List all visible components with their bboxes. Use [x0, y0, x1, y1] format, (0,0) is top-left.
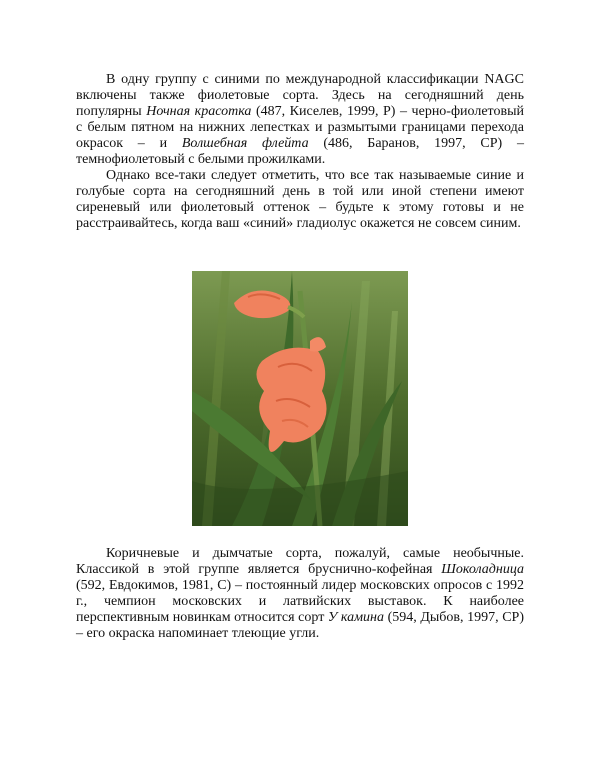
gladiolus-photo [192, 271, 408, 526]
paragraph-blue-note: Однако все-таки следует отметить, что все так называемые синие и голубые сорта на сегодняшний день в той или иной степени имеют сиреневый или фиолетовый оттенок – будьте к этому готовы и не расстраивайтесь, когда ваш «синий» гладиолус окажется не совсем синим. [76, 168, 524, 231]
paragraph-purple-varieties: В одну группу с синими по международной классификации NAGC включены также фиолетовые сорта. Здесь на сегодняшний день популярны Ночная красотка (487, Киселев, 1999, Р) – черно-фиолетовый с белым пятном на нижних лепестках и размытыми границами перехода окрасок – и Волшебная флейта (486, Баранов, 1997, СР) – темнофиолетовый с белыми прожилками. [76, 72, 524, 167]
text-block-top [76, 72, 524, 232]
text-block-bottom [76, 546, 524, 642]
variety-name: Ночная красотка [146, 104, 252, 119]
variety-name: У камина [327, 610, 384, 625]
paragraph-brown-varieties: Коричневые и дымчатые сорта, пожалуй, самые необычные. Классикой в этой группе является бруснично-кофейная Шоколадница (592, Евдокимов, 1981, С) – постоянный лидер московских опросов с 1992 г., чемпион московских и латвийских выставок. К наиболее перспективным новинкам относится сорт У камина (594, Дыбов, 1997, СР) – его окраска напоминает тлеющие угли. [76, 546, 524, 641]
variety-name: Шоколадница [441, 562, 524, 577]
variety-name: Волшебная флейта [181, 136, 309, 151]
